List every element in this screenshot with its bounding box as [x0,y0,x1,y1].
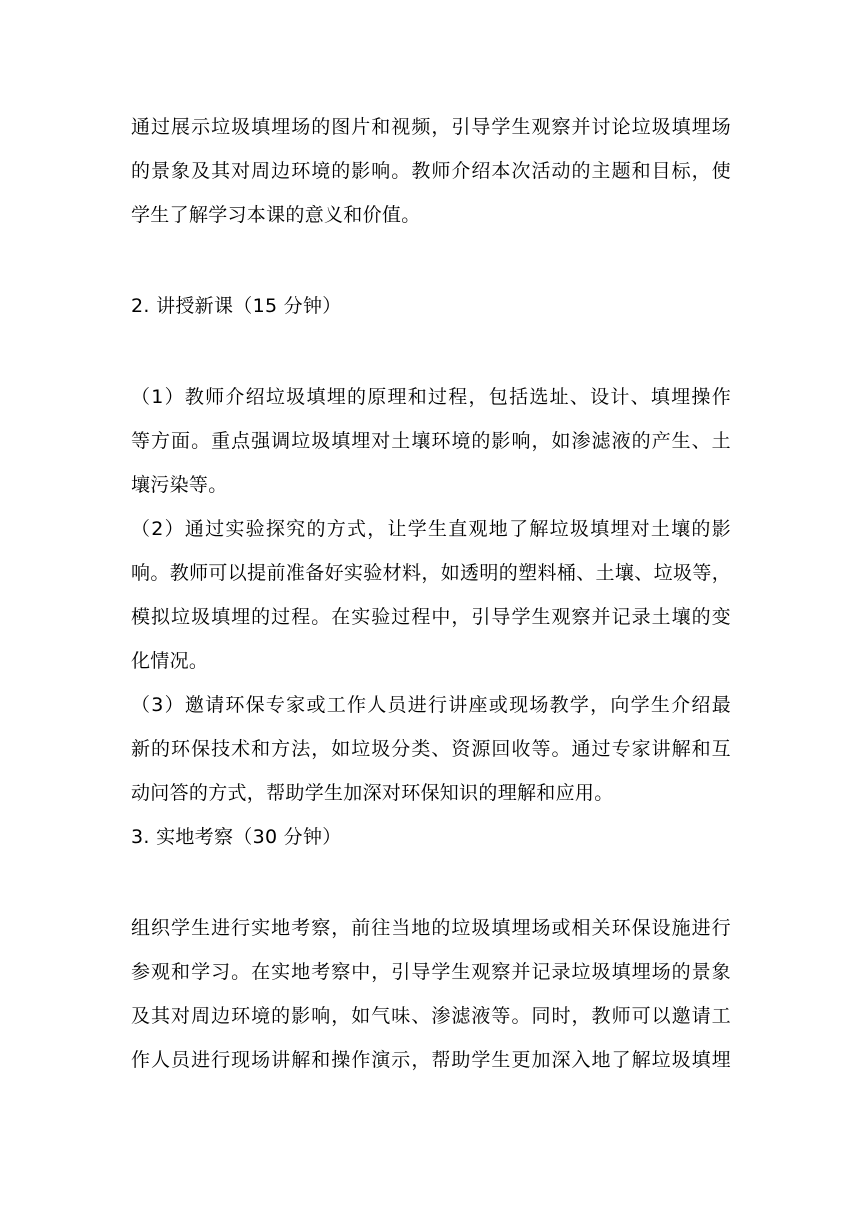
section-heading-2: 2. 讲授新课（15 分钟） [131,295,342,317]
section-heading-3: 3. 实地考察（30 分钟） [131,826,342,848]
text-line: 壤污染等。 [131,474,228,496]
text-line: （1）教师介绍垃圾填埋的原理和过程，包括选址、设计、填埋操作 [131,386,731,408]
text-line: 学生了解学习本课的意义和价值。 [131,204,421,226]
text-line: 动问答的方式，帮助学生加深对环保知识的理解和应用。 [131,782,614,804]
text-line: 组织学生进行实地考察，前往当地的垃圾填埋场或相关环保设施进行 [131,917,731,939]
text-line: （3）邀请环保专家或工作人员进行讲座或现场教学，向学生介绍最 [131,694,731,716]
document-page [131,0,731,1216]
text-line: 化情况。 [131,650,209,672]
text-line: 通过展示垃圾填埋场的图片和视频，引导学生观察并讨论垃圾填埋场 [131,116,731,138]
text-line: 响。教师可以提前准备好实验材料，如透明的塑料桶、土壤、垃圾等， [131,562,731,584]
text-line: 及其对周边环境的影响，如气味、渗滤液等。同时，教师可以邀请工 [131,1005,731,1027]
text-line: （2）通过实验探究的方式，让学生直观地了解垃圾填埋对土壤的影 [131,518,731,540]
text-line: 新的环保技术和方法，如垃圾分类、资源回收等。通过专家讲解和互 [131,738,731,760]
text-line: 模拟垃圾填埋的过程。在实验过程中，引导学生观察并记录土壤的变 [131,606,731,628]
text-line: 的景象及其对周边环境的影响。教师介绍本次活动的主题和目标，使 [131,160,731,182]
text-line: 作人员进行现场讲解和操作演示，帮助学生更加深入地了解垃圾填埋 [131,1049,731,1071]
text-line: 等方面。重点强调垃圾填埋对土壤环境的影响，如渗滤液的产生、土 [131,430,731,452]
text-line: 参观和学习。在实地考察中，引导学生观察并记录垃圾填埋场的景象 [131,961,731,983]
